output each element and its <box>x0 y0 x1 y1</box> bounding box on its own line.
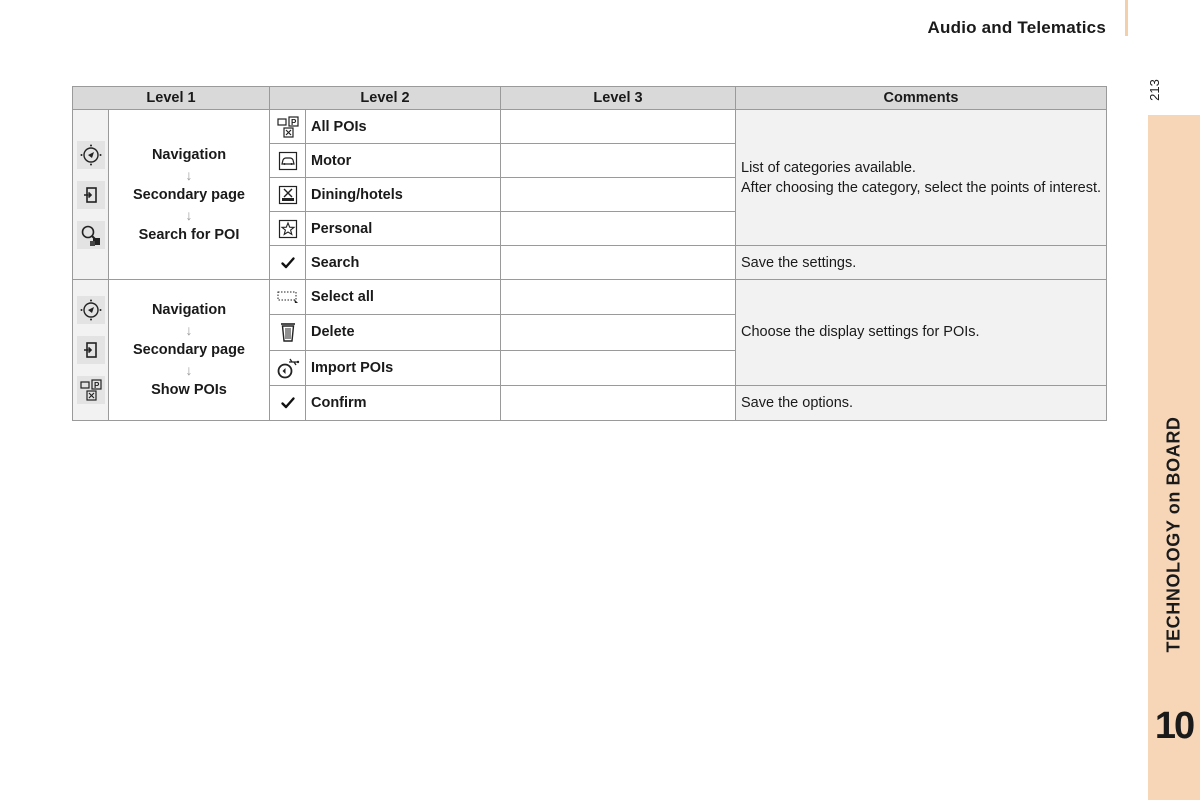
down-arrow-icon: ↓ <box>185 206 193 223</box>
search-poi-icon <box>77 221 105 249</box>
table-row <box>73 110 1107 144</box>
level2-label: Select all <box>306 280 501 315</box>
path-step-navigation: Navigation <box>151 146 227 163</box>
level3-cell <box>501 144 736 178</box>
navigation-icon <box>77 296 105 324</box>
level3-cell <box>501 246 736 280</box>
star-icon <box>270 212 306 246</box>
level2-label: Motor <box>306 144 501 178</box>
secondary-page-icon <box>77 181 105 209</box>
poi-icon <box>77 376 105 404</box>
poi-menu-table <box>72 86 1107 421</box>
comment-cell: Choose the display settings for POIs. <box>736 280 1107 386</box>
car-icon <box>270 144 306 178</box>
level3-cell <box>501 315 736 350</box>
path-step-show-pois: Show POIs <box>151 382 227 398</box>
level3-cell <box>501 212 736 246</box>
path-step-search-for-poi: Search for POI <box>138 226 240 243</box>
header-level-2: Level 2 <box>270 87 501 110</box>
level1-path <box>109 280 270 421</box>
level1-icons <box>73 110 109 280</box>
comment-cell: Save the options. <box>736 385 1107 420</box>
header-rule <box>1125 0 1128 36</box>
secondary-page-icon <box>77 336 105 364</box>
comment-cell: Save the settings. <box>736 246 1107 280</box>
navigation-icon <box>77 141 105 169</box>
level2-label: Search <box>306 246 501 280</box>
level3-cell <box>501 350 736 385</box>
check-icon <box>270 385 306 420</box>
level2-label: Delete <box>306 315 501 350</box>
check-icon <box>270 246 306 280</box>
header-level-3: Level 3 <box>501 87 736 110</box>
chapter-number: 10 <box>1154 705 1194 747</box>
comment-line: After choosing the category, select the points of interest. <box>741 179 1102 196</box>
level3-cell <box>501 385 736 420</box>
path-step-secondary-page: Secondary page <box>132 186 245 203</box>
level1-path <box>109 110 270 280</box>
usb-icon <box>270 350 306 385</box>
down-arrow-icon: ↓ <box>185 362 193 378</box>
table-row <box>73 280 1107 315</box>
header-comments: Comments <box>736 87 1107 110</box>
trash-icon <box>270 315 306 350</box>
dining-icon <box>270 178 306 212</box>
level2-label: Personal <box>306 212 501 246</box>
path-step-secondary-page: Secondary page <box>132 342 245 358</box>
level1-icons <box>73 280 109 421</box>
select-all-icon <box>270 280 306 315</box>
page-number: 213 <box>1147 79 1162 101</box>
table-header-row <box>73 87 1107 110</box>
poi-icon <box>270 110 306 144</box>
chapter-title-wrap <box>1148 115 1200 695</box>
svg-text:P: P <box>290 117 296 127</box>
level2-label: All POIs <box>306 110 501 144</box>
level2-label: Confirm <box>306 385 501 420</box>
down-arrow-icon: ↓ <box>185 322 193 338</box>
svg-text:P: P <box>93 381 99 390</box>
section-title: Audio and Telematics <box>927 18 1106 37</box>
header-level-1: Level 1 <box>73 87 270 110</box>
chapter-title: TECHNOLOGY on BOARD <box>1163 416 1184 653</box>
comment-line: List of categories available. <box>741 159 916 176</box>
path-step-navigation: Navigation <box>151 302 227 318</box>
down-arrow-icon: ↓ <box>185 166 193 183</box>
level3-cell <box>501 110 736 144</box>
level3-cell <box>501 280 736 315</box>
level3-cell <box>501 178 736 212</box>
level2-label: Import POIs <box>306 350 501 385</box>
level2-label: Dining/hotels <box>306 178 501 212</box>
comment-cell <box>736 110 1107 246</box>
